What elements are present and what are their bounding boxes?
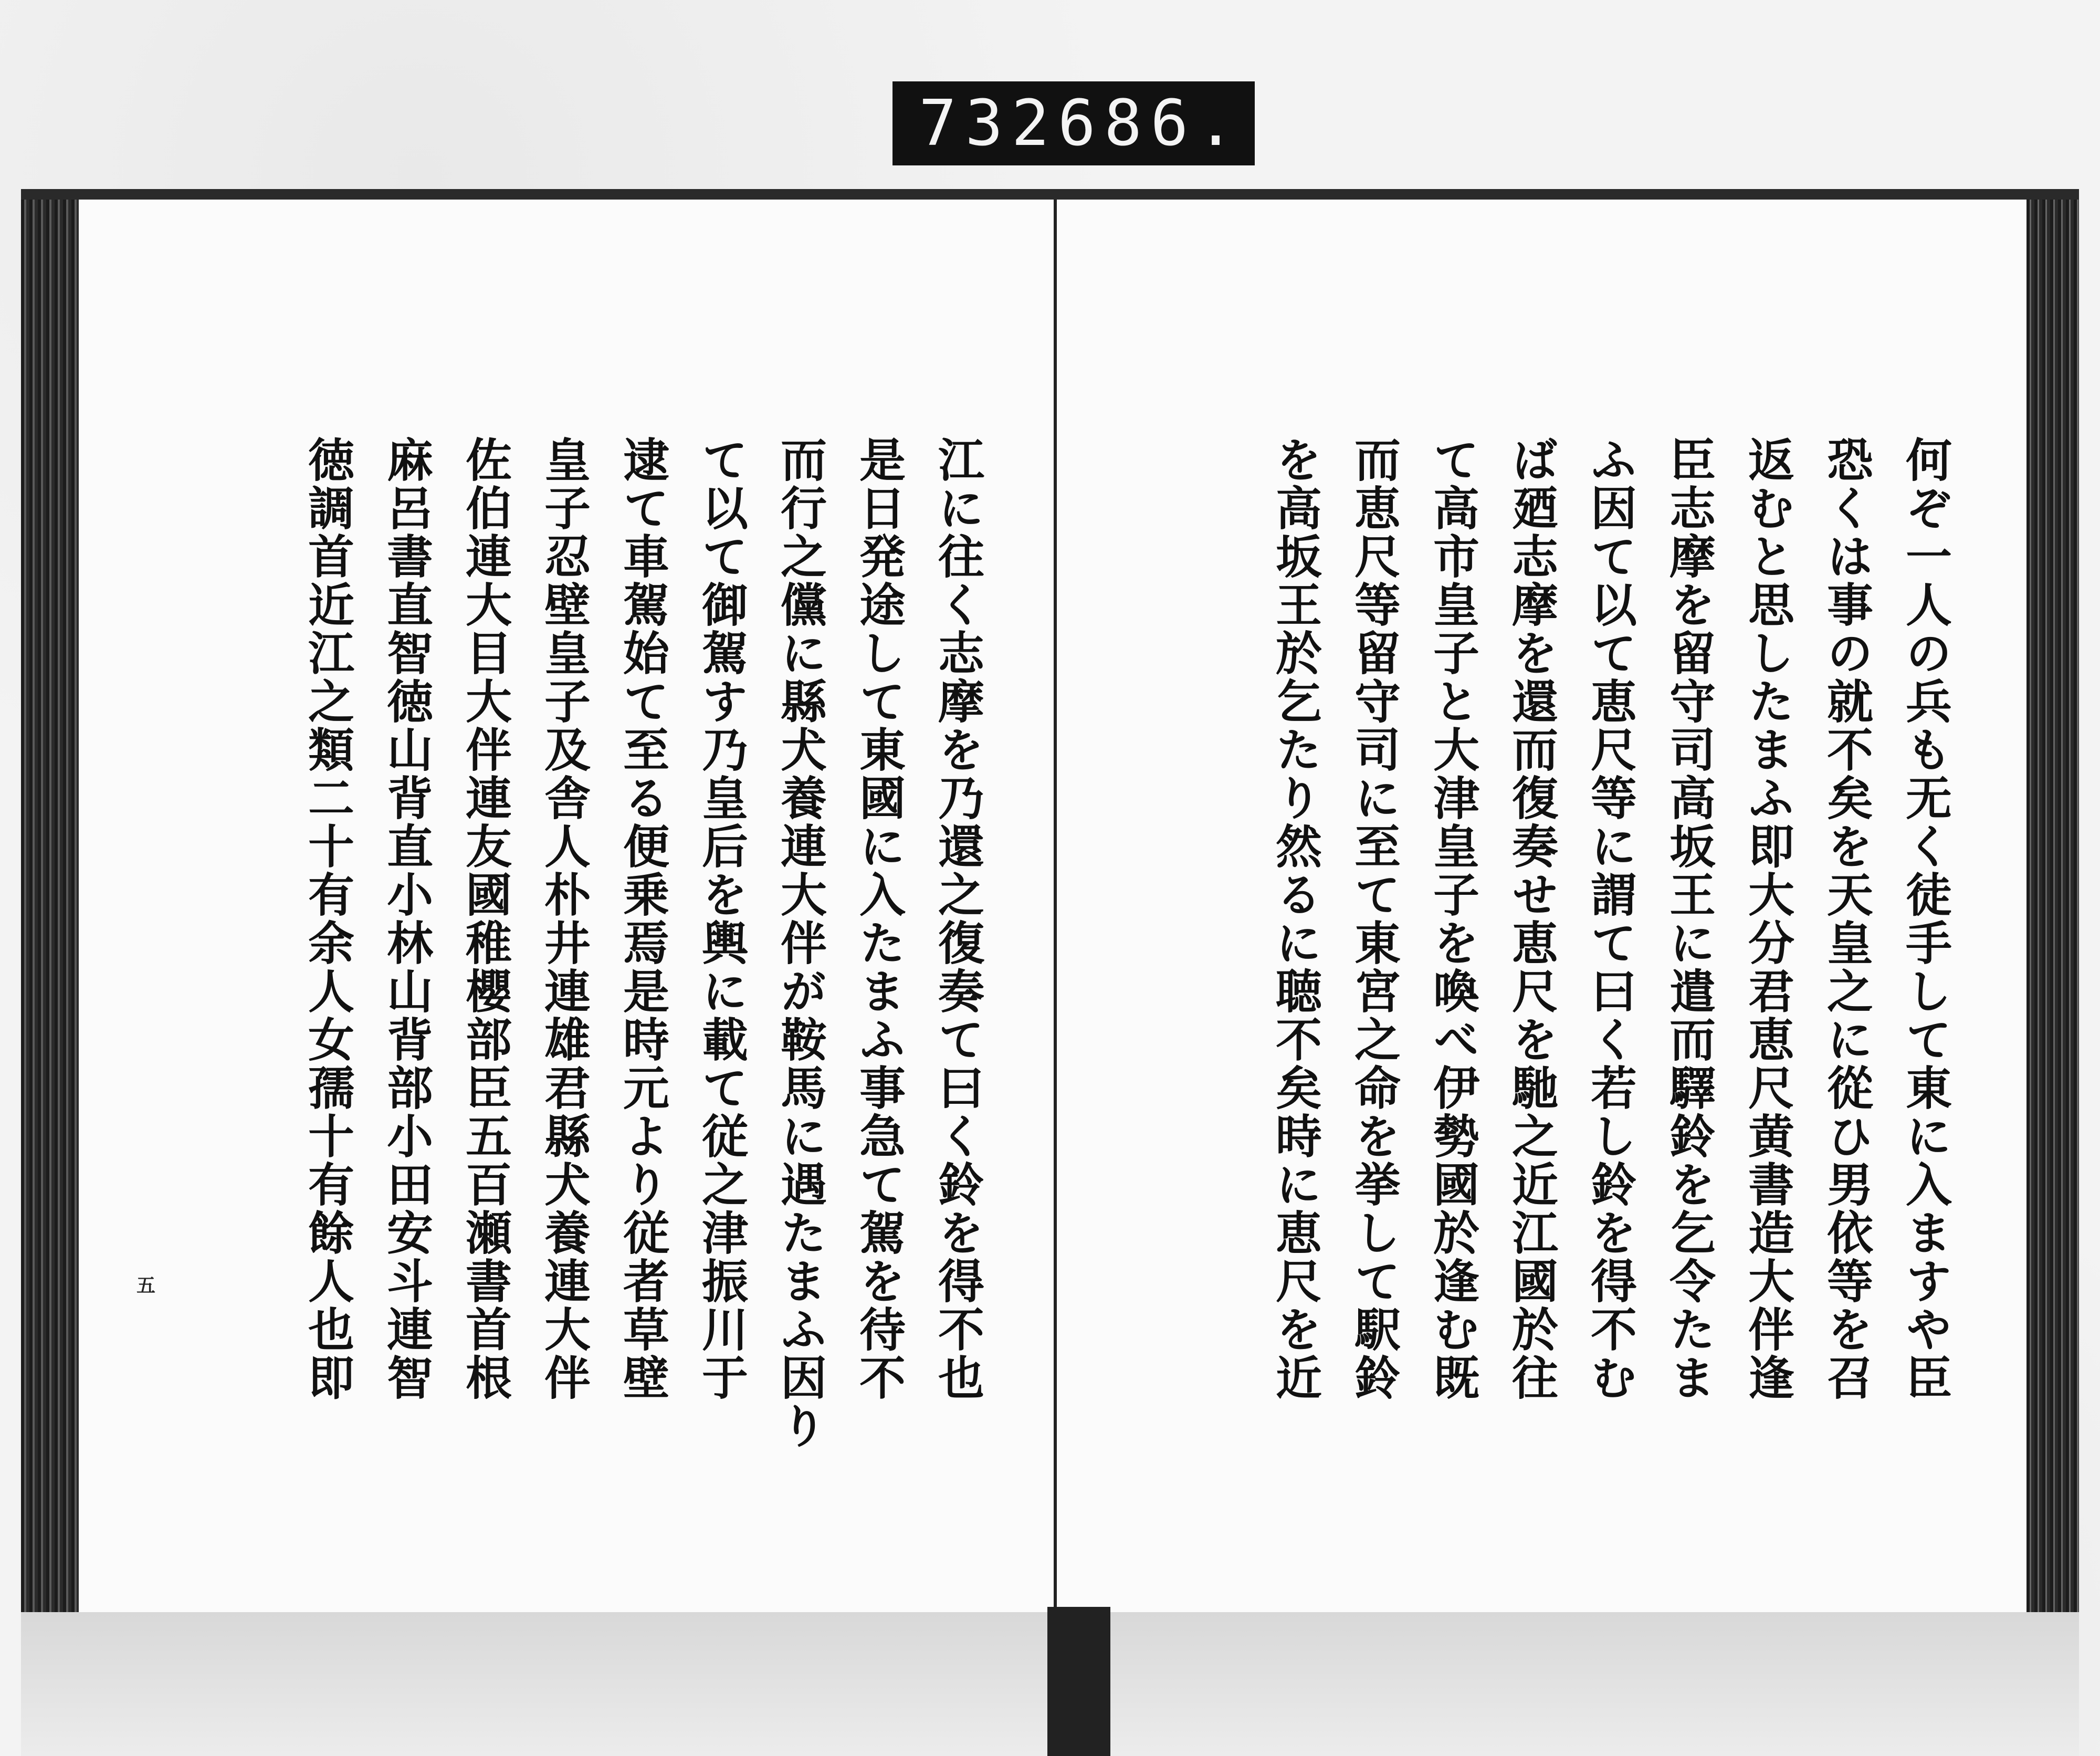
right-page-text [1209, 436, 1965, 1591]
text-column: 佐伯連大目大伴連友國稚櫻部臣五百瀬書首根 [458, 436, 513, 1402]
text-column: 麻呂書直智徳山背直小林山背部小田安斗連智 [380, 436, 434, 1402]
text-column: 而行之儻に縣犬養連大伴が鞍馬に遇たまふ因り [773, 436, 828, 1450]
text-column: て以て御駕す乃皇后を輿に載て従之津振川于 [695, 436, 749, 1402]
left-page [79, 200, 1055, 1612]
text-column: 江に往く志摩を乃還之復奏て曰く鈴を得不也 [931, 436, 985, 1402]
text-column: 逮て車駕始て至る便乗焉是時元より従者草壁 [616, 436, 670, 1402]
page-number: 五 [136, 1274, 156, 1297]
text-column: て高市皇子と大津皇子を喚べ伊勢國於逢む既 [1426, 436, 1480, 1402]
text-column: ば廼志摩を還而復奏せ恵尺を馳之近江國於往 [1505, 436, 1559, 1402]
text-column: 皇子忍壁皇子及舎人朴井連雄君縣犬養連大伴 [537, 436, 592, 1402]
book-edge-right [2026, 200, 2079, 1649]
text-column: ふ因て以て恵尺等に謂て曰く若し鈴を得不む [1583, 436, 1638, 1402]
text-column: を高坂王於乞たり然るに聴不矣時に恵尺を近 [1268, 436, 1323, 1402]
text-column: 恐くは事の就不矣を天皇之に從ひ男依等を召 [1820, 436, 1874, 1402]
text-column: 何ぞ一人の兵も无く徒手して東に入ますや臣 [1898, 436, 1953, 1402]
left-page-text [200, 436, 998, 1591]
catalog-label [892, 81, 1255, 165]
catalog-number-right: 686. [1057, 87, 1243, 160]
catalog-number-left: 732 [919, 87, 1058, 160]
text-column: 徳調首近江之類二十有余人女孺十有餘人也即 [301, 436, 355, 1402]
text-column: 臣志摩を留守司高坂王に遣而驛鈴を乞令たま [1662, 436, 1717, 1402]
book-gutter [1047, 1607, 1110, 1756]
text-column: 而恵尺等留守司に至て東宮之命を挙して駅鈴 [1347, 436, 1402, 1402]
text-column: 返むと思したまふ即大分君恵尺黄書造大伴逢 [1741, 436, 1796, 1402]
book-edge-left [21, 200, 79, 1649]
right-page [1055, 200, 2026, 1612]
text-column: 是日発途して東國に入たまふ事急て駕を待不 [852, 436, 907, 1402]
